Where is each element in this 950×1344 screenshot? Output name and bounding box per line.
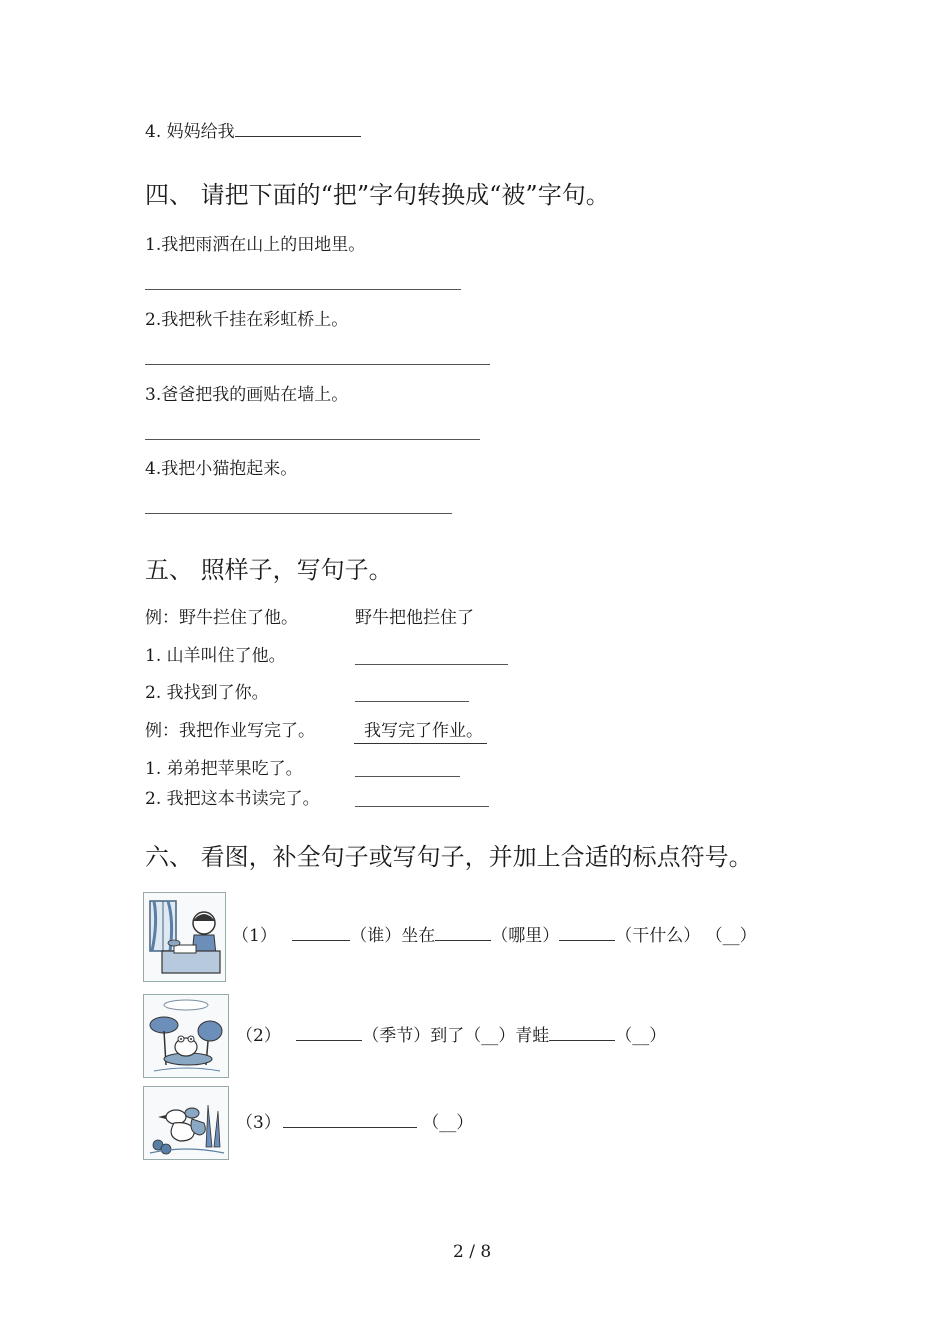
s5-example-1-question: 例：野牛拦住了他。	[145, 608, 298, 628]
s5-question-3: 1. 弟弟把苹果吃了。	[145, 759, 303, 779]
s5-question-2: 2. 我找到了你。	[145, 683, 269, 703]
s6-row-3	[236, 1112, 473, 1134]
s4-answer-line-2[interactable]	[145, 364, 490, 365]
section-4-title: 四、 请把下面的“把”字句转换成“被”字句。	[145, 181, 610, 209]
s5-answer-line-3[interactable]	[355, 776, 460, 777]
item-4-line	[145, 121, 361, 143]
frog-action-blank[interactable]	[549, 1039, 615, 1041]
what-label: （干什么）	[615, 926, 701, 946]
page-number: 2 / 8	[453, 1242, 492, 1262]
who-blank[interactable]	[292, 939, 350, 941]
where-blank[interactable]	[435, 939, 491, 941]
section-5-title: 五、 照样子，写句子。	[145, 556, 393, 584]
s6-row-2-number: （2）	[236, 1026, 281, 1046]
s5-question-1: 1. 山羊叫住了他。	[145, 646, 286, 666]
sentence-blank[interactable]	[283, 1126, 417, 1128]
punct-blank-2b[interactable]: （__）	[615, 1026, 667, 1046]
punct-blank-2a[interactable]: （__）	[464, 1026, 516, 1046]
s5-example-1-answer: 野牛把他拦住了	[355, 608, 474, 628]
s6-row-3-number: （3）	[236, 1113, 281, 1133]
what-blank[interactable]	[559, 939, 615, 941]
boy-reading-icon	[143, 892, 226, 982]
punct-blank-3[interactable]: （__）	[422, 1113, 474, 1133]
s5-question-4: 2. 我把这本书读完了。	[145, 789, 320, 809]
s6-row-2	[236, 1025, 666, 1047]
punct-blank-1[interactable]: （__）	[705, 926, 757, 946]
section-6-title: 六、 看图，补全句子或写句子，并加上合适的标点符号。	[145, 843, 753, 871]
s4-item-2: 2.我把秋千挂在彩虹桥上。	[145, 310, 349, 330]
season-blank[interactable]	[296, 1039, 362, 1041]
s5-answer-line-2[interactable]	[355, 701, 469, 702]
item-4-label: 4. 妈妈给我	[145, 122, 235, 142]
where-label: （哪里）	[491, 926, 560, 946]
s6-row-1	[232, 925, 757, 947]
s6-row-1-number: （1）	[232, 926, 277, 946]
answer-blank[interactable]	[235, 135, 361, 137]
s5-answer-line-4[interactable]	[355, 806, 489, 807]
s4-answer-line-3[interactable]	[145, 439, 480, 440]
s4-answer-line-4[interactable]	[145, 513, 452, 514]
who-label: （谁）坐在	[350, 926, 436, 946]
season-label: （季节）到了	[362, 1026, 465, 1046]
s4-item-1: 1.我把雨洒在山上的田地里。	[145, 235, 366, 255]
s4-item-3: 3.爸爸把我的画贴在墙上。	[145, 385, 349, 405]
ducks-pond-icon	[143, 1086, 229, 1160]
s4-answer-line-1[interactable]	[145, 289, 461, 290]
s5-answer-line-1[interactable]	[355, 664, 508, 665]
s5-example-2-question: 例：我把作业写完了。	[145, 721, 315, 741]
s5-example-2-answer: 我写完了作业。	[354, 720, 487, 744]
s4-item-4: 4.我把小猫抱起来。	[145, 459, 298, 479]
frog-label: 青蛙	[515, 1026, 550, 1046]
frog-lotus-icon	[143, 994, 229, 1078]
